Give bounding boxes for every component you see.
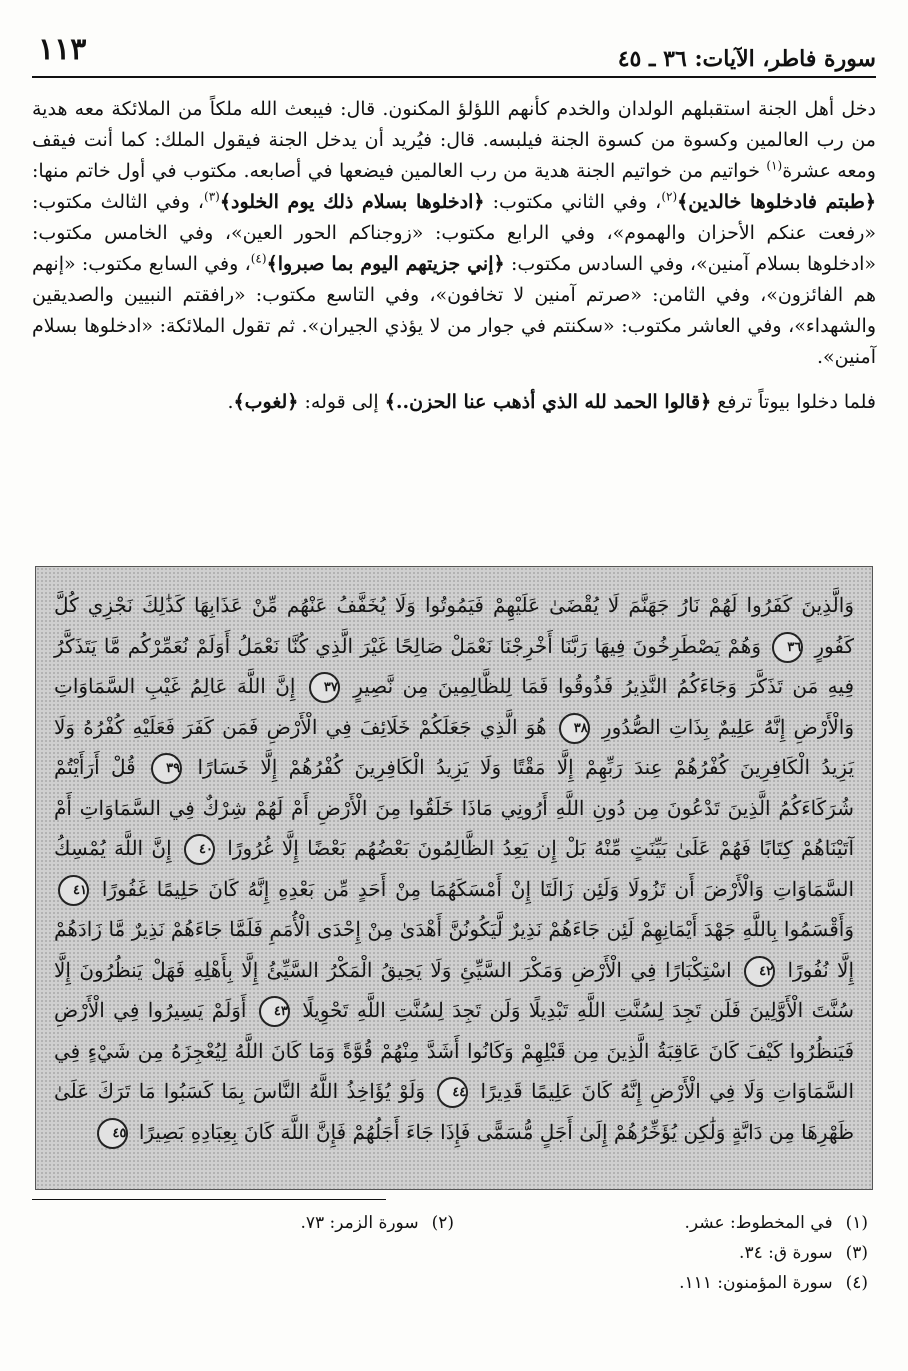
verse-36: وَالَّذِينَ كَفَرُوا لَهُمْ نَارُ جَهَنَّمَ لَا يُقْضَىٰ عَلَيْهِمْ فَيَمُوتُوا وَلَا يُخَفَّفُ عَنْهُم مِّنْ عَذَابِهَا كَذَٰلِكَ نَجْزِي كُلَّ كَفُورٍ (54, 593, 854, 658)
ayah-marker-36: ٣٦ (772, 632, 803, 663)
ayah-marker-40: ٤٠ (184, 834, 215, 865)
ayah-marker-45: ٤٥ (97, 1118, 128, 1149)
footnote-3: (٣) سورة ق: ٣٤. (739, 1243, 868, 1263)
quran-quote: ﴿طبتم فادخلوها خالدين﴾ (677, 191, 876, 213)
footnote-ref: (٤) (250, 251, 267, 266)
footnote-ref: (٢) (661, 189, 678, 204)
ayah-marker-41: ٤١ (58, 875, 89, 906)
text-segment: ، وفي الثاني مكتوب: (484, 191, 662, 213)
paragraph-1 (32, 94, 876, 373)
footnote-1: (١) في المخطوط: عشر. (684, 1213, 868, 1233)
ayah-marker-38: ٣٨ (559, 713, 590, 744)
footnote-ref: (٣) (204, 189, 220, 204)
verse-40: قُلْ أَرَأَيْتُمْ شُرَكَاءَكُمُ الَّذِينَ تَدْعُونَ مِن دُونِ اللَّهِ أَرُونِي مَاذَا خَلَقُوا مِنَ الْأَرْضِ أَمْ لَهُمْ شِرْكٌ فِي السَّمَاوَاتِ أَمْ آتَيْنَاهُمْ كِتَابًا فَهُمْ عَلَىٰ بَيِّنَتٍ مِّنْهُ بَلْ إِن يَعِدُ الظَّالِمُونَ بَعْضُهُم بَعْضًا إِلَّا غُرُورًا (54, 755, 855, 860)
text-segment: ، وفي السابع مكتوب: «إنهم هم الفائزون»، وفي الثامن: «صرتم آمنين لا تخافون»، وفي التاسع مكتوب: «رافقتم النبيين والصديقين والشهداء»، وفي العاشر مكتوب: «سكنتم في جوار من لا يؤذي الجيران». ثم تقول الملائكة: «ادخلوها بسلام آمنين». (32, 253, 876, 368)
verse-45: وَلَوْ يُؤَاخِذُ اللَّهُ النَّاسَ بِمَا كَسَبُوا مَا تَرَكَ عَلَىٰ ظَهْرِهَا مِن دَابَّةٍ وَلَٰكِن يُؤَخِّرُهُمْ إِلَىٰ أَجَلٍ مُّسَمًّى فَإِذَا جَاءَ أَجَلُهُمْ فَإِنَّ اللَّهَ كَانَ بِعِبَادِهِ بَصِيرًا (54, 1079, 854, 1144)
quran-quote: ﴿لغوب﴾ (233, 391, 299, 413)
ayah-marker-43: ٤٣ (259, 996, 290, 1027)
footnote-4: (٤) سورة المؤمنون: ١١١. (679, 1273, 868, 1293)
page-number: ١١٣ (38, 32, 87, 67)
text-segment: إلى قوله: (298, 391, 385, 413)
header-title: سورة فاطر، الآيات: ٣٦ ـ ٤٥ (617, 46, 876, 72)
quran-quote: ﴿ادخلوها بسلام ذلك يوم الخلود﴾ (219, 191, 485, 213)
verse-41: إِنَّ اللَّهَ يُمْسِكُ السَّمَاوَاتِ وَالْأَرْضَ أَن تَزُولَا وَلَئِن زَالَتَا إِنْ أَمْسَكَهُمَا مِنْ أَحَدٍ مِّن بَعْدِهِ إِنَّهُ كَانَ حَلِيمًا غَفُورًا (54, 836, 855, 901)
verse-38: إِنَّ اللَّهَ عَالِمُ غَيْبِ السَّمَاوَاتِ وَالْأَرْضِ إِنَّهُ عَلِيمٌ بِذَاتِ الصُّدُورِ (54, 674, 854, 739)
text-segment: ، وفي الثالث مكتوب: «رفعت عنكم الأحزان والهموم»، وفي الرابع مكتوب: «زوجناكم الحور العين»، وفي الخامس مكتوب: «ادخلوها بسلام آمنين»، وفي السادس مكتوب: (32, 191, 876, 275)
footnote-divider (32, 1199, 386, 1200)
footnotes (40, 1208, 868, 1298)
verse-43: اسْتِكْبَارًا فِي الْأَرْضِ وَمَكْرَ السَّيِّئِ وَلَا يَحِيقُ الْمَكْرُ السَّيِّئُ إِلَّا بِأَهْلِهِ فَهَلْ يَنظُرُونَ إِلَّا سُنَّتَ الْأَوَّلِينَ فَلَن تَجِدَ لِسُنَّتِ اللَّهِ تَبْدِيلًا وَلَن تَجِدَ لِسُنَّتِ اللَّهِ تَحْوِيلًا (54, 957, 855, 1022)
verse-37: وَهُمْ يَصْطَرِخُونَ فِيهَا رَبَّنَا أَخْرِجْنَا نَعْمَلْ صَالِحًا غَيْرَ الَّذِي كُنَّا نَعْمَلُ أَوَلَمْ نُعَمِّرْكُم مَّا يَتَذَكَّرُ فِيهِ مَن تَذَكَّرَ وَجَاءَكُمُ النَّذِيرُ فَذُوقُوا فَمَا لِلظَّالِمِينَ مِن نَّصِيرٍ (54, 633, 854, 698)
verse-42: وَأَقْسَمُوا بِاللَّهِ جَهْدَ أَيْمَانِهِمْ لَئِن جَاءَهُمْ نَذِيرٌ لَّيَكُونُنَّ أَهْدَىٰ مِنْ إِحْدَى الْأُمَمِ فَلَمَّا جَاءَهُمْ نَذِيرٌ مَّا زَادَهُمْ إِلَّا نُفُورًا (54, 917, 855, 982)
running-header (32, 26, 876, 78)
ayah-marker-42: ٤٢ (744, 956, 775, 987)
text-segment: دخل أهل الجنة استقبلهم الولدان والخدم كأنهم اللؤلؤ المكنون. قال: فيبعث الله ملكاً من الملائكة معه هدية من رب العالمين وكسوة من كسوة الجنة فيلبسه. قال: فيُريد أن يدخل الجنة فيقول الملك: كما أنت فيقف ومعه عشرة (32, 98, 876, 182)
footnote-ref: (١) (766, 158, 783, 173)
verse-39: هُوَ الَّذِي جَعَلَكُمْ خَلَائِفَ فِي الْأَرْضِ فَمَن كَفَرَ فَعَلَيْهِ كُفْرُهُ وَلَا يَزِيدُ الْكَافِرِينَ كُفْرُهُمْ عِندَ رَبِّهِمْ إِلَّا مَقْتًا وَلَا يَزِيدُ الْكَافِرِينَ كُفْرُهُمْ إِلَّا خَسَارًا (54, 714, 855, 779)
quran-quote: ﴿قالوا الحمد لله الذي أذهب عنا الحزن..﴾ (384, 391, 712, 413)
quran-verses-box (35, 566, 873, 1190)
text-segment: خواتيم من خواتيم الجنة هدية من رب العالمين فيضعها في أصابعه. مكتوب في أول خاتم منها: (32, 160, 767, 182)
verse-44: أَوَلَمْ يَسِيرُوا فِي الْأَرْضِ فَيَنظُرُوا كَيْفَ كَانَ عَاقِبَةُ الَّذِينَ مِن قَبْلِهِمْ وَكَانُوا أَشَدَّ مِنْهُمْ قُوَّةً وَمَا كَانَ اللَّهُ لِيُعْجِزَهُ مِن شَيْءٍ فِي السَّمَاوَاتِ وَلَا فِي الْأَرْضِ إِنَّهُ كَانَ عَلِيمًا قَدِيرًا (54, 998, 855, 1103)
paragraph-2 (32, 387, 876, 418)
footnote-2: (٢) سورة الزمر: ٧٣. (300, 1213, 454, 1233)
ayah-marker-39: ٣٩ (151, 753, 182, 784)
quran-quote: ﴿إني جزيتهم اليوم بما صبروا﴾ (266, 253, 505, 275)
ayah-marker-44: ٤٤ (437, 1077, 468, 1108)
ayah-marker-37: ٣٧ (309, 672, 340, 703)
quran-text (54, 585, 854, 1152)
text-segment: فلما دخلوا بيوتاً ترفع (711, 391, 876, 413)
commentary-text (32, 94, 876, 418)
text-segment: . (227, 391, 234, 413)
